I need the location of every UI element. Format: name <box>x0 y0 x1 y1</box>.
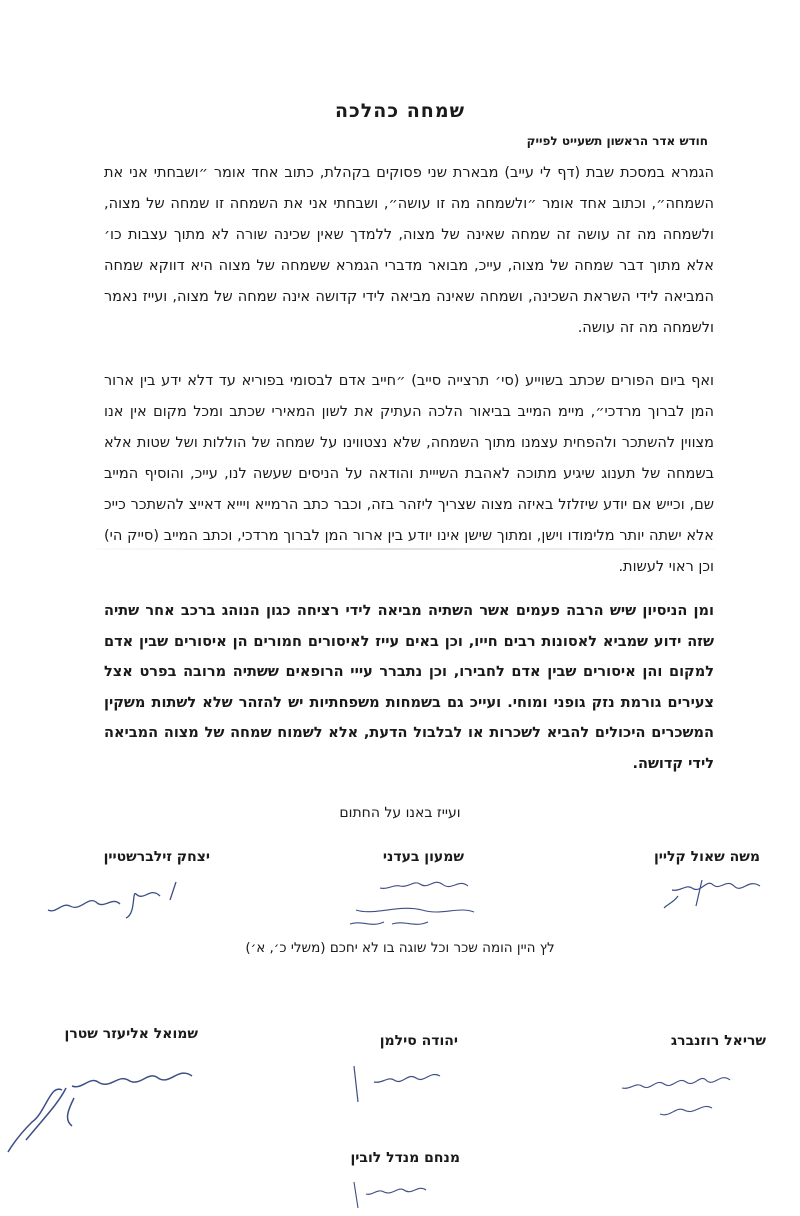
document-title: שמחה כהלכה <box>334 100 465 122</box>
signature-6 <box>2 1060 202 1160</box>
signature-4 <box>612 1064 742 1132</box>
paragraph-2: ואף ביום הפורים שכתב בשוייע (סי׳ תרצייה סייב) ״חייב אדם לבסומי בפוריא עד דלא ידע בין ארור המן לברוך מרדכי״, מיימ המייב בביאור הלכה העתיק את לשון המאירי שכתב ומכל מקום אין אנו מצווין להשתכר ולהפחית עצמנו מתוך השמחה, שלא נצטווינו על שמחה של הוללות ושל שטות אלא בשמחה של תענוג שיגיע מתוכה לאהבת השייית והודאה על הניסים שעשה לנו, עייכ, והוסיף המייב שם, וכייש אם יודע שיזלזל באיזה מצוה שצריך ליזהר בזה, וכבר כתב הרמייא ויייא דאייצ להשתכר כייכ אלא ישתה יותר מלימודו וישן, ומתוך שישן אינו יודע בין ארור המן לברוך מרדכי, וכתב המייב (סייק הי) וכן ראוי לעשות. <box>104 373 714 575</box>
signatory-name-7: מנחם מנדל לובין <box>350 1150 460 1166</box>
signature-5 <box>344 1060 454 1108</box>
document-date: חודש אדר הראשון תשעייט לפייק <box>526 134 708 148</box>
proverbs-verse: לץ היין הומה שכר וכל שוגה בו לא יחכם (משלי כ׳, א׳) <box>245 940 555 956</box>
signature-3 <box>40 874 190 930</box>
signatory-name-5: יהודה סילמן <box>379 1033 458 1049</box>
scan-fold-line <box>96 548 716 550</box>
signatory-name-2: שמעון בעדני <box>382 849 464 865</box>
signatory-name-4: שריאל רוזנברג <box>670 1033 766 1049</box>
paragraph-1: הגמרא במסכת שבת (דף לי עייב) מבארת שני פסוקים בקהלת, כתוב אחד אומר ״ושבחתי אני את השמחה״, וכתוב אחד אומר ״ולשמחה מה זו עושה״, ושבחתי אני את השמחה זו שמחה של מצוה, ולשמחה מה זה עושה זה שמחה שאינה של מצוה, ללמדך שאין שכינה שורה לא מתוך עצבות כו׳ אלא מתוך דבר שמחה של מצוה, עייכ, מבואר מדברי הגמרא ששמחה של מצוה היא דווקא שמחה המביאה לידי השראת השכינה, ושמחה שאינה מביאה לידי קדושה אינה שמחה של מצוה, ועייז נאמר ולשמחה מה זה עושה. <box>104 165 714 336</box>
signatory-name-6: שמואל אליעזר שטרן <box>64 1026 198 1042</box>
closing-line: ועייז באנו על החתום <box>339 805 461 821</box>
signature-7 <box>346 1176 436 1212</box>
signatory-name-3: יצחק זילברשטיין <box>103 849 210 865</box>
signatory-name-1: משה שאול קליין <box>653 849 760 865</box>
paragraph-3: ומן הניסיון שיש הרבה פעמים אשר השתיה מביאה לידי רציחה כגון הנוהג ברכב אחר שתיה שזה ידוע שמביא לאסונות רבים חייו, וכן באים עייז לאיסורים חמורים הן איסורים שבין אדם למקום והן איסורים שבין אדם לחבירו, וכן נתברר עייי הרופאים ששתיה מרובה בפרט אצל צעירים גורמת נזק גופני ומוחי. ועייכ גם בשמחות משפחתיות יש להזהר שלא לשתות משקין המשכרים היכולים להביא לשכרות או לבלבול הדעת, אלא לשמוח שמחה של מצוה המביאה לידי קדושה. <box>104 603 714 772</box>
signature-2 <box>330 870 480 934</box>
signature-1 <box>656 868 766 912</box>
